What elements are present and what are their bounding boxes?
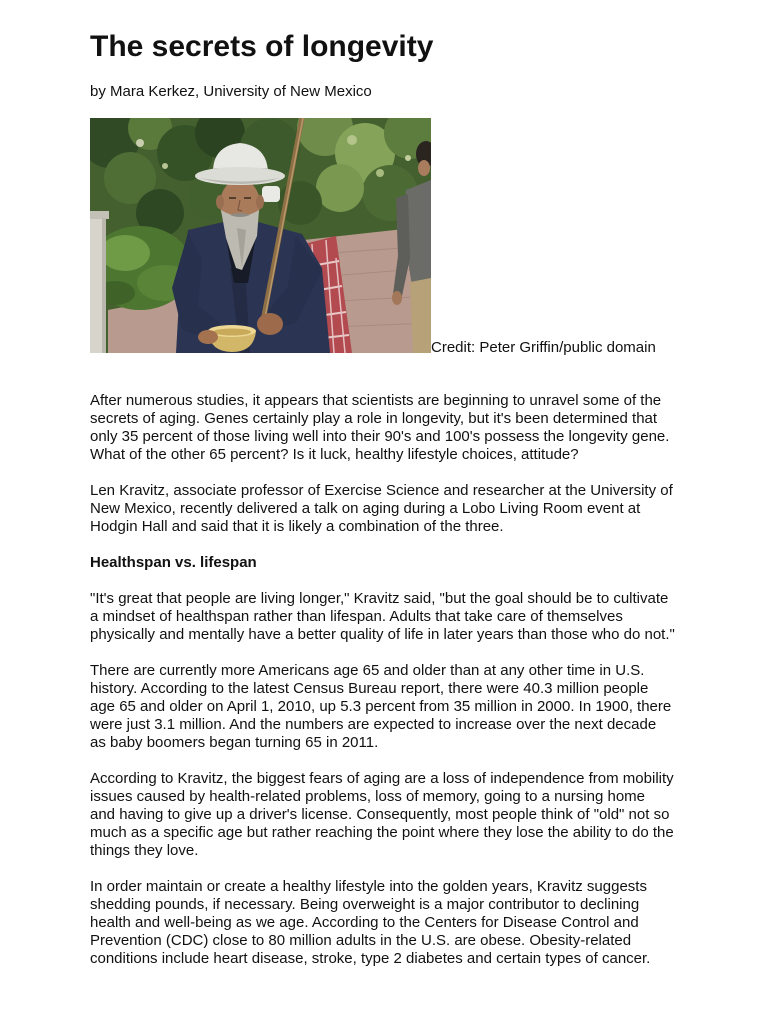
paragraph-line: Prevention (CDC) close to 80 million adults in the U.S. are obese. Obesity-related [90, 932, 632, 949]
paragraph-line: shedding pounds, if necessary. Being overweight is a major contributor to declining [90, 896, 640, 913]
paragraph-line: things they love. [90, 842, 199, 859]
article-title: The secrets of longevity [90, 30, 434, 63]
paragraph-line: much as a specific age but rather reaching the point where they lose the ability to do the [90, 824, 674, 841]
paragraph-2 [90, 482, 690, 536]
paragraph-4 [90, 662, 690, 752]
section-heading: Healthspan vs. lifespan [90, 554, 257, 571]
paragraph-line: Len Kravitz, associate professor of Exercise Science and researcher at the University of [90, 482, 673, 499]
paragraph-line: issues caused by health-related problems, loss of memory, going to a nursing home [90, 788, 646, 805]
paragraph-1 [90, 392, 690, 464]
photo-background-person [262, 186, 280, 202]
paragraph-line: In order maintain or create a healthy lifestyle into the golden years, Kravitz suggests [90, 878, 647, 895]
paragraph-3 [90, 590, 690, 644]
paragraph-line: After numerous studies, it appears that scientists are beginning to unravel some of the [90, 392, 662, 409]
paragraph-line: and having to give up a driver's license. Consequently, most people think of "old" not so [90, 806, 670, 823]
paragraph-line: conditions include heart disease, stroke, type 2 diabetes and certain types of cancer. [90, 950, 651, 967]
article-figure [90, 118, 431, 353]
paragraph-5 [90, 770, 690, 860]
paragraph-line: Hodgin Hall and said that it is likely a combination of the three. [90, 518, 504, 535]
article-body [90, 392, 690, 986]
paragraph-line: secrets of aging. Genes certainly play a role in longevity, but it's been determined that [90, 410, 658, 427]
paragraph-line: There are currently more Americans age 65 and older than at any other time in U.S. [90, 662, 645, 679]
paragraph-line: a mindset of healthspan rather than lifespan. Adults that take care of themselves [90, 608, 623, 625]
paragraph-line: only 35 percent of those living well into their 90's and 100's possess the longevity gene. [90, 428, 670, 445]
paragraph-line: health and well-being as we age. According to the Centers for Disease Control and [90, 914, 639, 931]
paragraph-line: New Mexico, recently delivered a talk on aging during a Lobo Living Room event at [90, 500, 641, 517]
article-photo [90, 118, 431, 353]
article-byline: by Mara Kerkez, University of New Mexico [90, 83, 372, 100]
paragraph-line: age 65 and older on April 1, 2010, up 5.3 percent from 35 million in 2000. In 1900, there [90, 698, 672, 715]
paragraph-line: physically and mentally have a better quality of life in later years than those who do not." [90, 626, 675, 643]
paragraph-line: "It's great that people are living longer," Kravitz said, "but the goal should be to cultivate [90, 590, 669, 607]
paragraph-line: were just 3.1 million. And the numbers are expected to increase over the next decade [90, 716, 657, 733]
paragraph-line: What of the other 65 percent? Is it luck, healthy lifestyle choices, attitude? [90, 446, 579, 463]
paragraph-line: as baby boomers began turning 65 in 2011. [90, 734, 379, 751]
paragraph-line: history. According to the latest Census Bureau report, there were 40.3 million people [90, 680, 649, 697]
photo-caption: Credit: Peter Griffin/public domain [431, 339, 656, 356]
paragraph-6 [90, 878, 690, 968]
paragraph-line: According to Kravitz, the biggest fears of aging are a loss of independence from mobility [90, 770, 674, 787]
